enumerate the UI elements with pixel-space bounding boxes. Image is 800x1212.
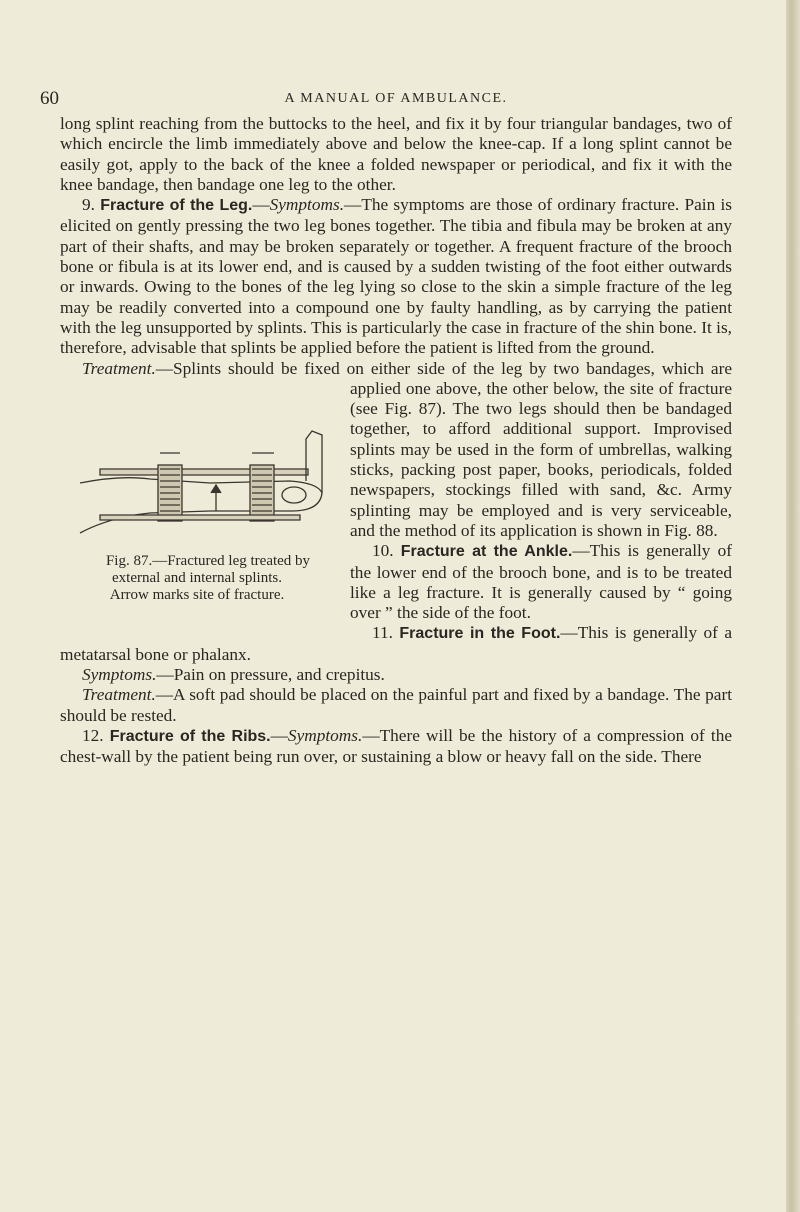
symptoms-text: —The symptoms are those of ordinary fracture. Pain is elicited on gently pressing the two leg bones together. The tibia and fibula may be broken at any part of their shafts, and may be broken separately or together. A frequent fracture of the brooch bone or fibula is at its lower end, and is caused by a sudden twisting of the foot either outwards or inwards. Owing to the bones of the leg lying so close to the skin a simple fracture of the leg may be readily converted into a compound one by faulty handling, as by carrying the patient with the leg unsupported by splints. This is particularly the case in fracture of the shin bone. It is, therefore, advisable that splints be applied before the patient is lifted from the ground. <box>60 195 732 358</box>
treatment-paragraph: Treatment.—Splints should be fixed on either side of the leg by two bandages, which are applied one above, the other below, the Fig. 87.—Fractured leg treated by external and internal splints. Arrow marks site of fracture. site of fracture (see Fig. 87). The two legs should then be bandaged together, to afford additional support. Improvised splints may be used in the form of umbrellas, walking sticks, packing post paper, books, periodicals, folded newspapers, stockings filled with sand, &c. Army splinting may be employed and is very serviceable, and the method of its application is shown in Fig. 88. <box>60 359 732 542</box>
symptoms-label: Symptoms. <box>82 665 157 685</box>
section-heading: Fracture of the Leg. <box>100 197 253 215</box>
section-text: —This is generally of the lower end of the brooch bone, and is to be treated like a leg fracture. It is generally caused by “ going over ” the side of the foot. <box>350 541 733 623</box>
section-heading: Fracture of the Ribs. <box>109 727 271 745</box>
leg-splint-illustration <box>60 383 334 545</box>
treatment-label: Treatment. <box>82 685 156 705</box>
figure-87 <box>60 383 334 629</box>
caption-line-2: external and internal splints. <box>112 569 282 586</box>
symptoms-text: —Pain on pressure, and crepitus. <box>156 665 385 685</box>
section-number: 9. <box>82 195 95 215</box>
section-number: 10. <box>372 541 394 561</box>
foot-treatment <box>60 685 732 726</box>
symptoms-label: Symptoms. <box>287 725 363 745</box>
section-leg-fracture <box>60 195 732 358</box>
section-text: —This is generally of a metatarsal bone or phalanx. <box>60 623 733 664</box>
treatment-text: —A soft pad should be placed on the painful part and fixed by a bandage. The part should be rested. <box>60 685 732 725</box>
section-text: —There will be the history of a compression of the chest-wall by the patient being run over, or sustaining a blow or heavy fall on the side. There <box>60 725 733 767</box>
section-number: 12. <box>82 725 104 745</box>
section-heading: Fracture in the Foot. <box>399 625 561 643</box>
section-foot-fracture <box>60 623 732 665</box>
section-ribs-fracture <box>60 726 732 768</box>
treatment-text-part1: —Splints should be fixed on either side of the leg by two bandages, which are applied one above, the other below, the <box>155 358 732 398</box>
foot-symptoms <box>60 665 732 685</box>
running-title: A MANUAL OF AMBULANCE. <box>284 91 508 106</box>
dash: — <box>270 725 288 745</box>
page-header <box>40 88 752 112</box>
page-number: 60 <box>40 88 59 109</box>
figure-caption <box>60 553 334 604</box>
caption-line-1: Fig. 87.—Fractured leg treated by <box>105 552 311 569</box>
caption-line-3: Arrow marks site of fracture. <box>109 586 285 603</box>
paragraph-continued: long splint reaching from the buttocks to the heel, and fix it by four triangular bandages, two of which encircle the limb immediately above and below the knee-cap. If a long splint cannot be easily got, apply to the back of the knee a folded newspaper or periodical, and fix it with the knee bandage, then bandage one leg to the other. <box>60 114 732 194</box>
page-edge <box>786 0 800 1212</box>
section-heading: Fracture at the Ankle. <box>400 543 573 561</box>
symptoms-label: Symptoms. <box>269 195 345 215</box>
section-number: 11. <box>372 623 393 643</box>
body-text <box>60 114 732 768</box>
dash: — <box>252 195 270 215</box>
treatment-label: Treatment. <box>82 358 156 378</box>
